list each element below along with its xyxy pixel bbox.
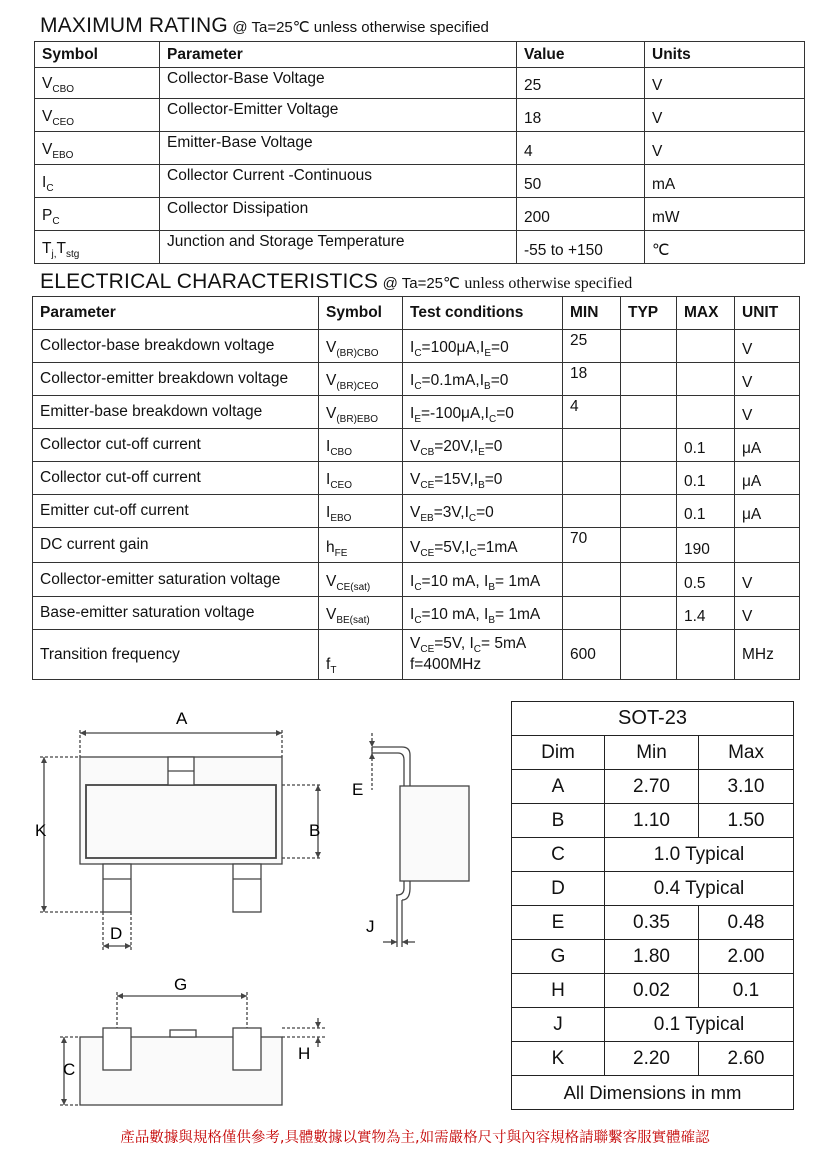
unit-cell: MHz bbox=[735, 630, 800, 680]
test-subscript: C bbox=[468, 513, 477, 524]
test-subscript: C bbox=[469, 548, 477, 559]
symbol-letter: V bbox=[326, 572, 337, 590]
test-subscript: C bbox=[414, 582, 422, 593]
test-subscript: C bbox=[473, 644, 481, 656]
dim-label-e: E bbox=[352, 780, 364, 799]
header-typ: TYP bbox=[621, 297, 677, 330]
header-parameter: Parameter bbox=[160, 42, 517, 68]
parameter-cell: Collector Current -Continuous bbox=[160, 165, 517, 198]
parameter-cell: Emitter-Base Voltage bbox=[160, 132, 517, 165]
dim-label-g: G bbox=[174, 975, 188, 994]
max-cell: 2.00 bbox=[699, 940, 794, 974]
test-subscript: CE bbox=[420, 548, 435, 559]
parameter-cell: Collector-emitter saturation voltage bbox=[33, 563, 319, 597]
value-cell: 18 bbox=[517, 99, 645, 132]
typical-cell: 0.1 Typical bbox=[605, 1008, 794, 1042]
parameter-cell: Base-emitter saturation voltage bbox=[33, 597, 319, 630]
dim-label-b: B bbox=[309, 821, 321, 840]
test-subscript: E bbox=[478, 447, 485, 458]
symbol-subscript: (BR)EBO bbox=[336, 414, 379, 425]
value-cell: -55 to +150 bbox=[517, 231, 645, 264]
symbol-subscript: T bbox=[330, 665, 337, 676]
test-text: =5V, I bbox=[434, 635, 474, 653]
symbol-letter: V bbox=[326, 605, 337, 623]
dimension-table bbox=[511, 701, 794, 1110]
min-cell: 4 bbox=[563, 396, 621, 429]
symbol-subscript: stg bbox=[65, 249, 80, 260]
test-text: V bbox=[410, 538, 421, 556]
electrical-condition-at: @ Ta=25℃ bbox=[382, 275, 460, 292]
test-text: =5V,I bbox=[434, 538, 470, 556]
test-text: =-100μA,I bbox=[420, 404, 489, 422]
symbol-letter: P bbox=[42, 206, 53, 224]
dim-cell: J bbox=[512, 1008, 605, 1042]
min-cell: 2.70 bbox=[605, 770, 699, 804]
parameter-cell: Transition frequency bbox=[33, 630, 319, 680]
dim-cell: C bbox=[512, 838, 605, 872]
test-subscript: B bbox=[484, 381, 491, 392]
header-min: Min bbox=[605, 736, 699, 770]
dim-label-j: J bbox=[366, 917, 375, 936]
dim-cell: K bbox=[512, 1042, 605, 1076]
test-subscript: C bbox=[414, 615, 422, 626]
dimension-title-row bbox=[512, 702, 794, 736]
side-view-body bbox=[400, 786, 469, 881]
header-max: MAX bbox=[677, 297, 735, 330]
max-cell: 0.1 bbox=[699, 974, 794, 1008]
dimension-footer: All Dimensions in mm bbox=[512, 1076, 794, 1110]
test-text: I bbox=[410, 404, 415, 422]
symbol-subscript: (BR)CEO bbox=[336, 381, 379, 392]
parameter-cell: Collector-Base Voltage bbox=[160, 68, 517, 99]
front-view-lead-center bbox=[170, 1030, 196, 1037]
test-text: I bbox=[410, 371, 415, 389]
min-cell: 0.02 bbox=[605, 974, 699, 1008]
header-max: Max bbox=[699, 736, 794, 770]
test-text: =0 bbox=[484, 470, 503, 488]
value-cell: 25 bbox=[517, 68, 645, 99]
symbol-subscript: (BR)CBO bbox=[336, 348, 379, 359]
test-text: =0 bbox=[476, 503, 494, 521]
test-text: V bbox=[410, 470, 421, 488]
max-cell: 190 bbox=[677, 528, 735, 563]
symbol-letter: V bbox=[326, 404, 337, 422]
dimension-row bbox=[512, 838, 794, 872]
test-text: I bbox=[410, 605, 415, 623]
parameter-cell: Collector-emitter breakdown voltage bbox=[33, 363, 319, 396]
symbol-subscript: CE(sat) bbox=[336, 582, 371, 593]
max-cell: 1.4 bbox=[677, 597, 735, 630]
test-subscript: C bbox=[414, 348, 422, 359]
max-cell: 3.10 bbox=[699, 770, 794, 804]
symbol-letter: I bbox=[326, 470, 331, 488]
test-text: = 1mA bbox=[495, 605, 541, 623]
test-text: =0 bbox=[490, 371, 509, 389]
test-text: =0 bbox=[491, 338, 509, 356]
symbol-letter: I bbox=[42, 173, 47, 191]
unit-cell: V bbox=[645, 132, 805, 165]
symbol-letter: T bbox=[42, 239, 52, 257]
max-cell: 0.1 bbox=[677, 495, 735, 528]
symbol-letter: I bbox=[326, 503, 331, 521]
header-units: Units bbox=[645, 42, 805, 68]
header-dim: Dim bbox=[512, 736, 605, 770]
unit-cell: ℃ bbox=[645, 231, 805, 264]
symbol-letter: T bbox=[56, 239, 66, 257]
max-cell: 0.48 bbox=[699, 906, 794, 940]
dim-cell: G bbox=[512, 940, 605, 974]
header-unit: UNIT bbox=[735, 297, 800, 330]
parameter-cell: Collector cut-off current bbox=[33, 462, 319, 495]
dimension-row bbox=[512, 1008, 794, 1042]
parameter-cell: Collector Dissipation bbox=[160, 198, 517, 231]
front-view-lead-left bbox=[103, 1028, 131, 1070]
header-symbol: Symbol bbox=[319, 297, 403, 330]
test-subscript: CB bbox=[420, 447, 435, 458]
parameter-cell: Collector-base breakdown voltage bbox=[33, 330, 319, 363]
top-view-lead-left bbox=[103, 864, 131, 912]
symbol-subscript: C bbox=[52, 216, 60, 227]
max-cell: 0.5 bbox=[677, 563, 735, 597]
test-text: =0 bbox=[496, 404, 514, 422]
symbol-letter: V bbox=[42, 74, 53, 92]
parameter-cell: Collector cut-off current bbox=[33, 429, 319, 462]
symbol-letter: h bbox=[326, 538, 335, 556]
dim-cell: B bbox=[512, 804, 605, 838]
symbol-letter: V bbox=[42, 140, 53, 158]
typical-cell: 1.0 Typical bbox=[605, 838, 794, 872]
test-subscript: CE bbox=[420, 480, 435, 491]
dimension-row bbox=[512, 804, 794, 838]
header-value: Value bbox=[517, 42, 645, 68]
unit-cell: μA bbox=[735, 495, 800, 528]
min-cell: 25 bbox=[563, 330, 621, 363]
unit-cell: V bbox=[735, 563, 800, 597]
dimension-row bbox=[512, 1042, 794, 1076]
value-cell: 4 bbox=[517, 132, 645, 165]
symbol-subscript: EBO bbox=[52, 150, 74, 161]
symbol-subscript: EBO bbox=[330, 513, 352, 524]
unit-cell: mW bbox=[645, 198, 805, 231]
test-subscript: C bbox=[488, 414, 497, 425]
test-text: =20V,I bbox=[434, 437, 479, 455]
symbol-letter: I bbox=[326, 437, 331, 455]
test-text: I bbox=[410, 338, 415, 356]
min-cell: 18 bbox=[563, 363, 621, 396]
dim-label-h: H bbox=[298, 1044, 311, 1063]
test-text: V bbox=[410, 635, 421, 653]
symbol-subscript: C bbox=[46, 183, 54, 194]
unit-cell: V bbox=[735, 396, 800, 429]
unit-cell: μA bbox=[735, 429, 800, 462]
electrical-title: ELECTRICAL CHARACTERISTICS bbox=[40, 270, 379, 293]
test-subscript: CE bbox=[420, 644, 435, 656]
test-text: =0 bbox=[484, 437, 503, 455]
parameter-cell: Emitter cut-off current bbox=[33, 495, 319, 528]
parameter-cell: Emitter-base breakdown voltage bbox=[33, 396, 319, 429]
front-view-lead-right bbox=[233, 1028, 261, 1070]
symbol-subscript: CEO bbox=[52, 117, 75, 128]
max-rating-condition: @ Ta=25℃ unless otherwise specified bbox=[232, 19, 489, 36]
unit-cell: V bbox=[735, 330, 800, 363]
dim-label-c: C bbox=[63, 1060, 76, 1079]
test-text: V bbox=[410, 437, 421, 455]
test-text: V bbox=[410, 503, 421, 521]
min-cell: 600 bbox=[563, 630, 621, 680]
symbol-letter: V bbox=[326, 338, 337, 356]
value-cell: 50 bbox=[517, 165, 645, 198]
dimension-header-row bbox=[512, 736, 794, 770]
symbol-subscript: FE bbox=[334, 548, 348, 559]
dim-cell: D bbox=[512, 872, 605, 906]
header-symbol: Symbol bbox=[35, 42, 160, 68]
header-test-conditions: Test conditions bbox=[403, 297, 563, 330]
dim-cell: A bbox=[512, 770, 605, 804]
unit-cell: V bbox=[735, 363, 800, 396]
symbol-subscript: CBO bbox=[330, 447, 352, 458]
min-cell: 70 bbox=[563, 528, 621, 563]
unit-cell: V bbox=[645, 68, 805, 99]
test-text: =10 mA, I bbox=[421, 605, 489, 623]
parameter-cell: Junction and Storage Temperature bbox=[160, 231, 517, 264]
symbol-letter: f bbox=[326, 655, 331, 673]
dimension-row bbox=[512, 974, 794, 1008]
unit-cell: V bbox=[645, 99, 805, 132]
test-subscript: B bbox=[488, 615, 495, 626]
test-text: =0.1mA,I bbox=[421, 371, 485, 389]
max-cell: 2.60 bbox=[699, 1042, 794, 1076]
test-text: = 1mA bbox=[495, 572, 541, 590]
min-cell: 1.80 bbox=[605, 940, 699, 974]
typical-cell: 0.4 Typical bbox=[605, 872, 794, 906]
test-subscript: EB bbox=[420, 513, 434, 524]
max-cell: 0.1 bbox=[677, 462, 735, 495]
symbol-subscript: CBO bbox=[52, 84, 75, 95]
unit-cell: mA bbox=[645, 165, 805, 198]
value-cell: 200 bbox=[517, 198, 645, 231]
test-subscript: E bbox=[484, 348, 492, 359]
electrical-condition-rest: unless otherwise specified bbox=[464, 275, 633, 292]
dim-cell: H bbox=[512, 974, 605, 1008]
test-text: =15V,I bbox=[434, 470, 479, 488]
max-cell: 0.1 bbox=[677, 429, 735, 462]
test-subscript: E bbox=[414, 414, 421, 425]
test-subscript: B bbox=[488, 582, 495, 593]
symbol-letter: V bbox=[326, 371, 337, 389]
min-cell: 2.20 bbox=[605, 1042, 699, 1076]
dim-label-a: A bbox=[176, 709, 188, 728]
dim-cell: E bbox=[512, 906, 605, 940]
package-name: SOT-23 bbox=[512, 702, 794, 736]
symbol-subscript: j, bbox=[51, 249, 57, 260]
test-subscript: B bbox=[478, 480, 485, 491]
test-text: =3V,I bbox=[433, 503, 469, 521]
min-cell: 1.10 bbox=[605, 804, 699, 838]
test-subscript: C bbox=[414, 381, 422, 392]
dimension-row bbox=[512, 906, 794, 940]
symbol-subscript: CEO bbox=[330, 480, 352, 491]
dimension-row bbox=[512, 940, 794, 974]
header-parameter: Parameter bbox=[33, 297, 319, 330]
max-rating-title: MAXIMUM RATING bbox=[40, 14, 228, 37]
dimension-footer-row bbox=[512, 1076, 794, 1110]
test-text: =10 mA, I bbox=[421, 572, 489, 590]
test-text: I bbox=[410, 572, 415, 590]
dim-label-k: K bbox=[35, 821, 47, 840]
disclaimer-note: 產品數據與規格僅供參考,具體數據以實物為主,如需嚴格尺寸與內容規格請聯繫客服實體確認 bbox=[120, 1130, 710, 1146]
test-text: =1mA bbox=[476, 538, 518, 556]
dimension-row bbox=[512, 872, 794, 906]
test-text: = 5mA bbox=[481, 635, 527, 653]
header-min: MIN bbox=[563, 297, 621, 330]
dim-label-d: D bbox=[110, 924, 123, 943]
unit-cell: μA bbox=[735, 462, 800, 495]
parameter-cell: DC current gain bbox=[33, 528, 319, 563]
top-view-lead-right bbox=[233, 864, 261, 912]
min-cell: 0.35 bbox=[605, 906, 699, 940]
test-condition-line-2: f=400MHz bbox=[410, 655, 482, 673]
dimension-row bbox=[512, 770, 794, 804]
test-text: =100μA,I bbox=[421, 338, 485, 356]
unit-cell: V bbox=[735, 597, 800, 630]
symbol-letter: V bbox=[42, 107, 53, 125]
max-cell: 1.50 bbox=[699, 804, 794, 838]
parameter-cell: Collector-Emitter Voltage bbox=[160, 99, 517, 132]
symbol-subscript: BE(sat) bbox=[336, 615, 370, 626]
